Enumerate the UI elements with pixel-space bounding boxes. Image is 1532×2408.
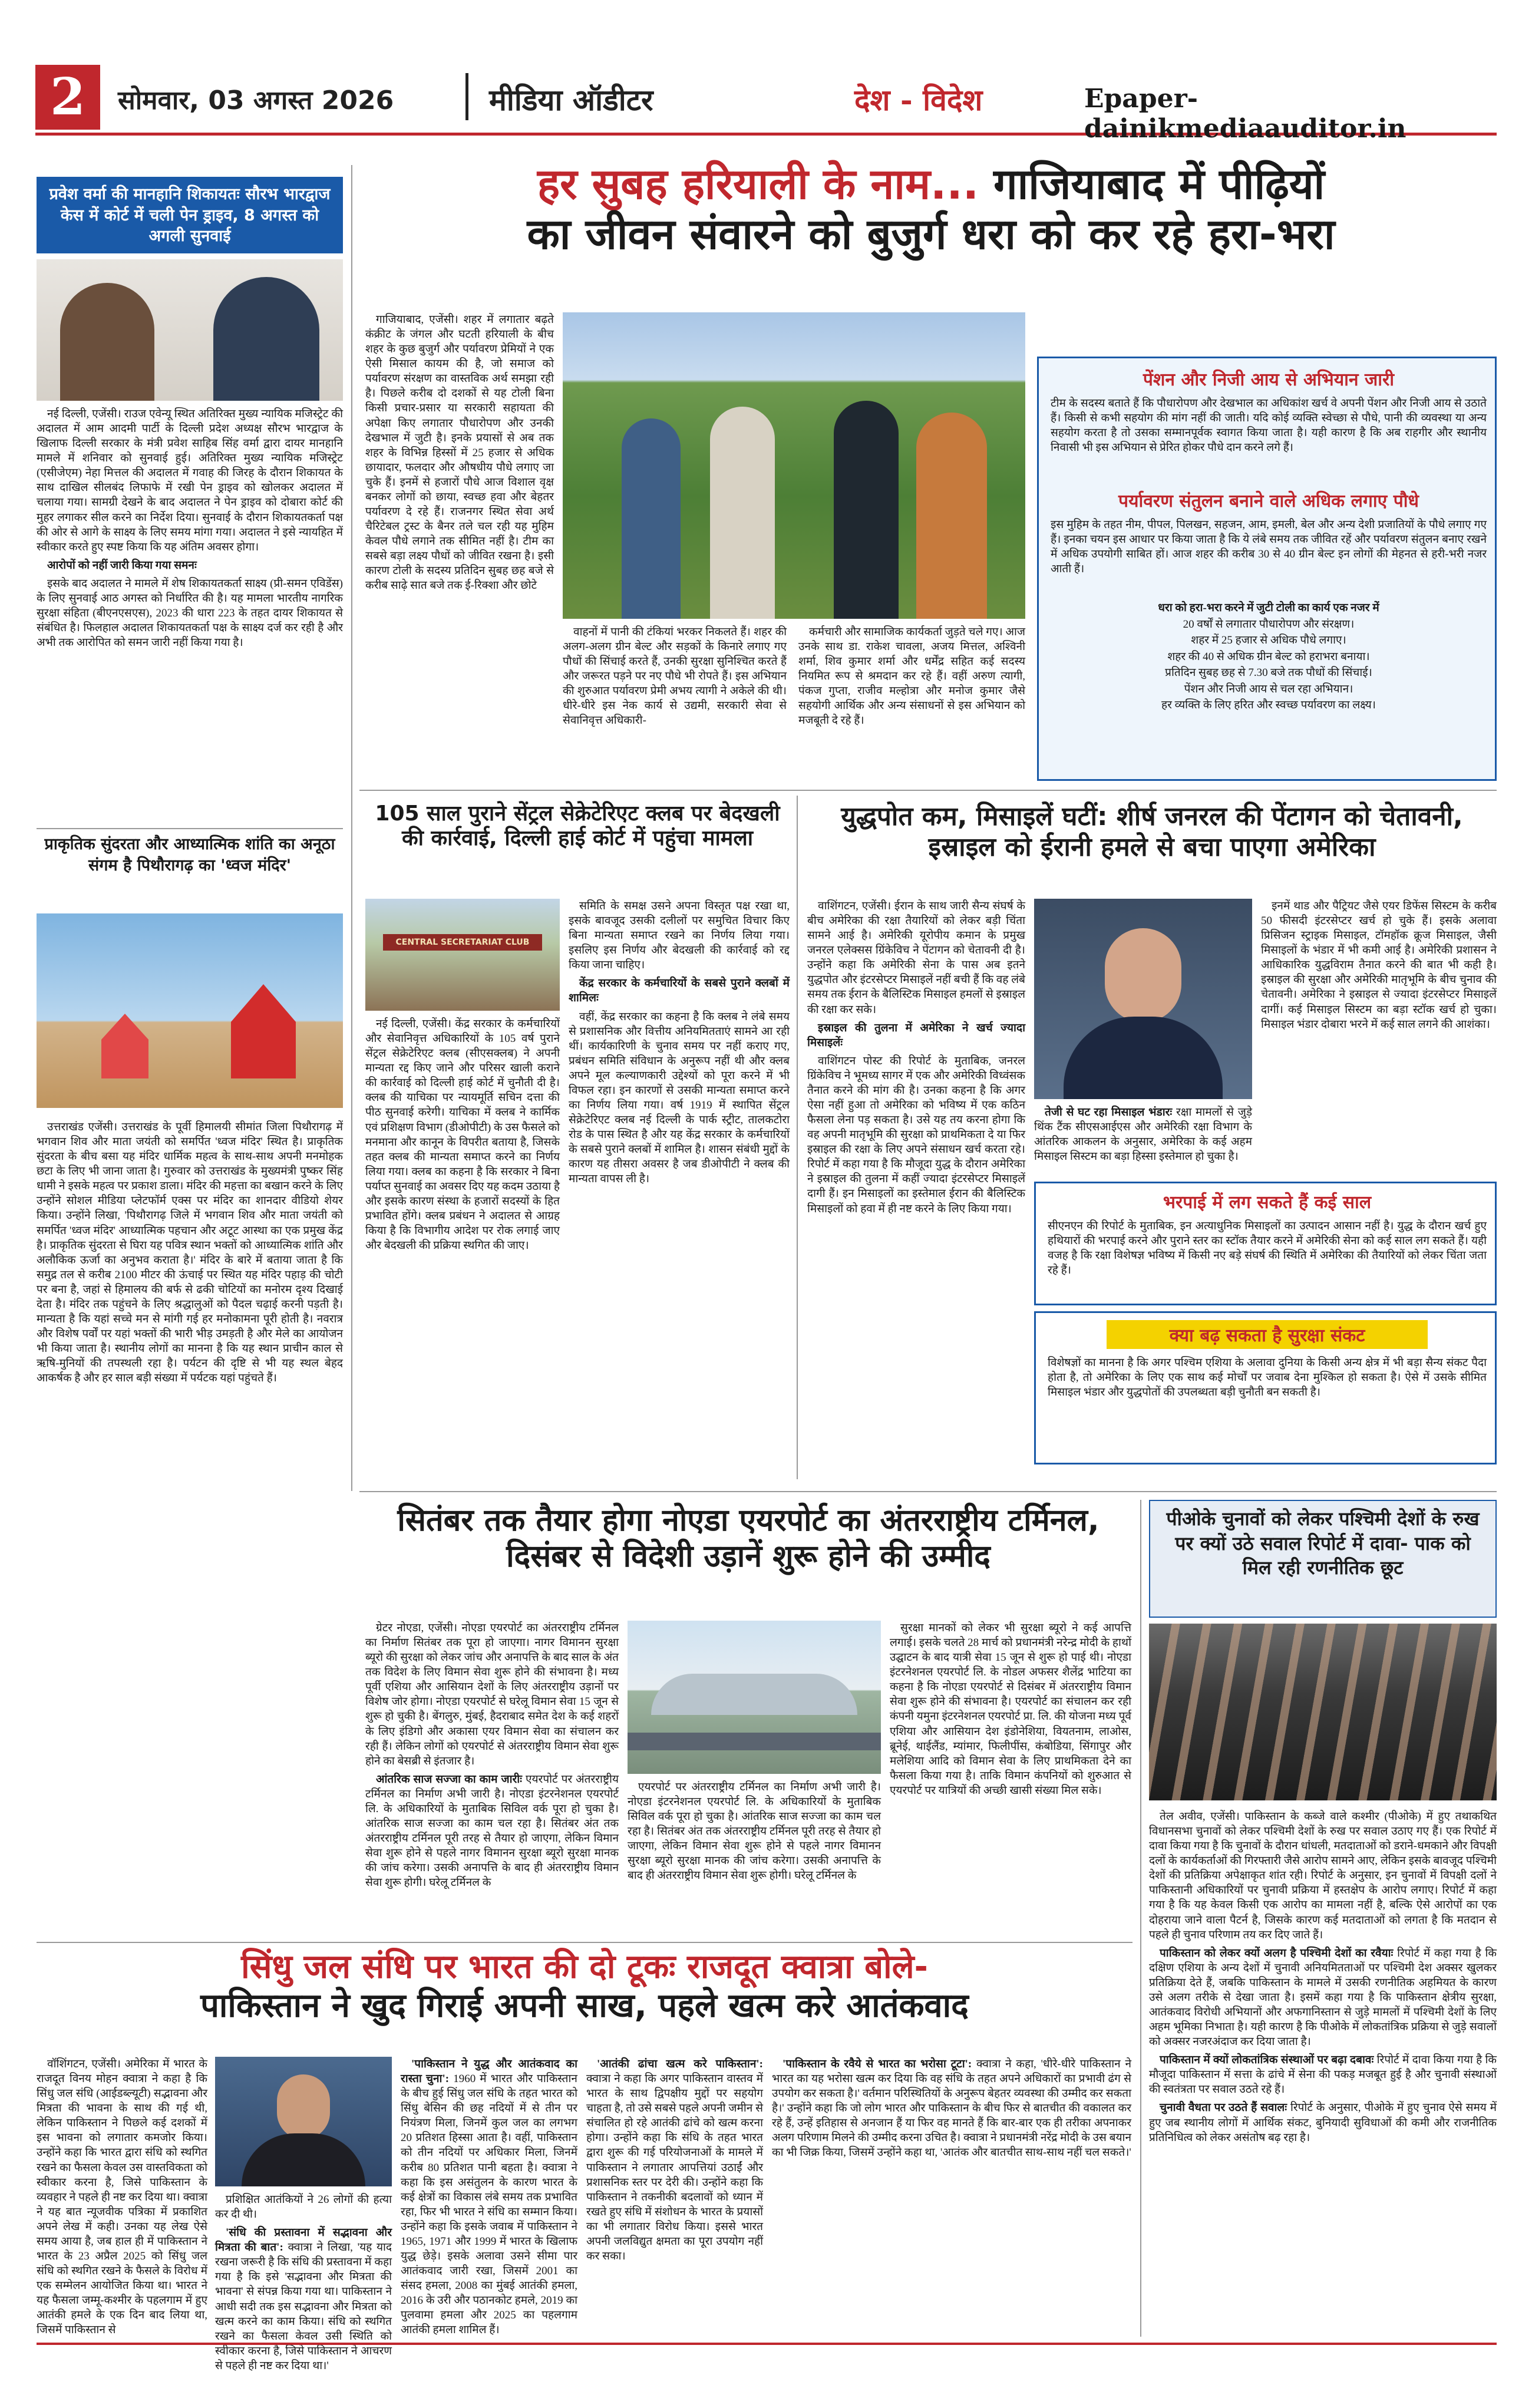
sidebar-title-2: पर्यावरण संतुलन बनाने वाले अधिक लगाए पौधे xyxy=(1118,491,1419,512)
column-divider-left xyxy=(351,165,352,1491)
indus-column-3 xyxy=(401,2057,577,2337)
newspaper-name: मीडिया ऑडीटर xyxy=(489,83,653,117)
indus-subhead-3: 'आतंकी ढांचा खत्म करे पाकिस्तान': xyxy=(597,2058,763,2070)
indus-headline xyxy=(37,1948,1133,2026)
sidebar-text-2: इस मुहिम के तहत नीम, पीपल, पिलखन, सहजन, आम, इमली, बेल और अन्य देशी प्रजातियों के पौधे लगाए गए हैं। इनका चयन इस आधार पर किया जाता है कि ये लंबे समय तक जीवित रहें और पर्यावरण संतुलन बनाए रखने में अधिक उपयोगी साबित हों। आज शहर की करीब 30 से 40 ग्रीन बेल्ट इन लोगों की मेहनत से हरी-भरी नजर आती हैं। xyxy=(1051,519,1487,576)
highlight-item: शहर की 40 से अधिक ग्रीन बेल्ट को हराभरा बनाया। xyxy=(1167,650,1370,663)
raised-hands xyxy=(1149,1624,1497,1800)
page-bottom-rule xyxy=(37,2343,1497,2345)
pok-paragraph-4: रिपोर्ट के अनुसार, पीओके में हुए चुनाव ऐसे समय में हुए जब स्थानीय लोगों में आर्थिक संकट, बुनियादी सुविधाओं की कमी और राजनीतिक प्रतिनिधित्व को लेकर असंतोष बढ़ रहा है। xyxy=(1149,2102,1497,2144)
indus-paragraph-5: क्वात्रा ने कहा, 'धीरे-धीरे पाकिस्तान ने भारत का यह भरोसा खत्म कर दिया कि वह संधि के तहत अपने अधिकारों का प्रभावी ढंग से उपयोग कर सकता है।' वर्तमान परिस्थितियों के अनुरूप बेहतर व्यवस्था की उम्मीद कर सकता है।' उन्होंने कहा कि जो लोग भारत और पाकिस्तान के बीच फिर से बातचीत की वकालत कर रहे हैं, उन्हें इतिहास से अनजान हैं या फिर वह मानते हैं कि बार-बार एक ही तरीका अपनाकर अलग परिणाम मिलने की उम्मीद करना उचित है। क्वात्रा ने प्रधानमंत्री नरेंद्र मोदी के उस बयान का भी जिक्र किया, जिसमें उन्होंने कहा था, 'आतंक और बातचीत साथ-साथ नहीं चल सकते।' xyxy=(772,2058,1132,2159)
airport-photo xyxy=(628,1621,881,1774)
general-photo xyxy=(1034,899,1252,1099)
temple-structure xyxy=(231,984,296,1078)
indus-headline-red: सिंधु जल संधि पर भारत की दो टूकः राजदूत क्वात्रा बोले- xyxy=(241,1948,928,1986)
pentagon-box-1 xyxy=(1034,1182,1497,1305)
lead-col3-paragraph: कर्मचारी और सामाजिक कार्यकर्ता जुड़ते चले गए। आज उनके साथ डा. राकेश चावला, अजय मित्तल, अश्विनी शर्मा, शिव कुमार शर्मा और धर्मेंद्र सहित कई सदस्य नियमित रूप से श्रमदान कर रहे हैं। वहीं अरुण त्यागी, पंकज गुप्ता, राजीव मल्होत्रा और मनोज कुमार जैसे सहयोगी आर्थिक और अन्य संसाधनों से इस अभियान को मजबूती दे रहे हैं। xyxy=(798,626,1025,727)
lead-headline-part1: गाजियाबाद में पीढ़ियों xyxy=(993,159,1325,209)
person-3 xyxy=(834,401,899,619)
left-top-paragraph-2: इसके बाद अदालत ने मामले में शेष शिकायतकर्ता साक्ष्य (प्री-समन एविडेंस) के लिए सुनवाई आठ अगस्त को निर्धारित की है। यह मामला भारतीय नागरिक सुरक्षा संहिता (बीएनएसएस), 2023 की धारा 223 के तहत दायर शिकायत से संबंधित है। फिलहाल अदालत शिकायतकर्ता पक्ष के साक्ष्य दर्ज कर रही है और अभी तक आरोपित को समन जारी नहीं किया गया है। xyxy=(37,577,343,649)
pentagon-column-3 xyxy=(1261,899,1497,1182)
club-photo xyxy=(365,899,560,1011)
pok-paragraph: तेल अवीव, एजेंसी। पाकिस्तान के कब्जे वाले कश्मीर (पीओके) में हुए तथाकथित विधानसभा चुनावों को लेकर पश्चिमी देशों के रुख पर सवाल उठाए गए हैं। एक रिपोर्ट में दावा किया गया है कि चुनावों के दौरान धांधली, मतदाताओं को डराने-धमकाने और विपक्षी दलों के कार्यकर्ताओं की गिरफ्तारी जैसे आरोप सामने आए, लेकिन इसके बावजूद पश्चिमी देशों की प्रतिक्रिया अपेक्षाकृत शांत रही। रिपोर्ट के अनुसार, इन चुनावों में विपक्षी दलों ने पाकिस्तानी अधिकारियों पर चुनावी प्रक्रिया में हस्तक्षेप के आरोप लगाए। रिपोर्ट में कहा गया है कि यह केवल किसी एक आरोप का मामला नहीं है, बल्कि ऐसे आरोपों का एक दोहराया जाने वाला पैटर्न है, जिसके कारण कई मतदाताओं को लगता है कि मतदान से पहले ही चुनाव परिणाम तय कर दिए जाते हैं। xyxy=(1149,1810,1497,1941)
left-top-body xyxy=(37,407,343,819)
masthead xyxy=(35,65,1497,144)
column-divider-right xyxy=(1140,1500,1141,2337)
left-top-photo xyxy=(37,259,343,401)
left-top-headline: प्रवेश वर्मा की मानहानि शिकायतः सौरभ भारद्वाज केस में कोर्ट में चली पेन ड्राइव, 8 अगस्त को अगली सुनवाई xyxy=(49,185,331,246)
club-sign: CENTRAL SECRETARIAT CLUB xyxy=(383,934,542,951)
middle-bottom-rule xyxy=(359,1491,1497,1492)
lead-column-3 xyxy=(798,625,1025,784)
highlight-item: शहर में 25 हजार से अधिक पौधे लगाए। xyxy=(1191,634,1346,647)
pentagon-column-1 xyxy=(807,899,1025,1464)
indus-subhead: 'संधि की प्रस्तावना में सद्भावना और मित्रता की बात': xyxy=(215,2226,392,2254)
pentagon-box2-text: विशेषज्ञों का मानना है कि अगर पश्चिम एशिया के अलावा दुनिया के किसी अन्य क्षेत्र में भी बड़ा सैन्य संकट पैदा होता है, तो अमेरिका के लिए एक साथ कई मोर्चों पर जवाब देना मुश्किल हो सकता है। ऐसे में उसके सीमित मिसाइल भंडार और युद्धपोतों की उपलब्धता बड़ी चुनौती बन सकती है। xyxy=(1048,1357,1487,1399)
club-paragraph-3: वहीं, केंद्र सरकार का कहना है कि क्लब ने लंबे समय से प्रशासनिक और वित्तीय अनियमितताएं सामने आ रही थीं। कार्यकारिणी के चुनाव समय पर नहीं कराए गए, प्रबंधन समिति संविधान के अनुरूप नहीं थी और क्लब अपने मूल कल्याणकारी उद्देश्यों को पूरा करने में भी विफल रहा। इन कारणों से उसकी मान्यता समाप्त करने का निर्णय लिया गया। वर्ष 1919 में स्थापित सेंट्रल सेक्रेटेरिएट क्लब नई दिल्ली के पार्क स्ट्रीट, तालकटोरा रोड के पास स्थित है और यह केंद्र सरकार के कर्मचारियों के सबसे पुराने क्लबों में शामिल है। शासन संबंधी मुद्दों के कारण यह तीसरा अवसर है जब डीओपीटी ने क्लब की मान्यता वापस ली है। xyxy=(569,1010,790,1186)
person-2 xyxy=(710,407,775,619)
pentagon-box-2 xyxy=(1034,1311,1497,1464)
noida-paragraph-2: एयरपोर्ट पर अंतरराष्ट्रीय टर्मिनल का निर्माण अभी जारी है। नोएडा इंटरनेशनल एयरपोर्ट लि. के अधिकारियों के मुताबिक सिविल वर्क पूरा हो चुका है। आंतरिक साज सज्जा का काम चल रहा है। सितंबर अंत तक अंतरराष्ट्रीय टर्मिनल पूरी तरह से तैयार हो जाएगा, लेकिन विमान सेवा शुरू होने से पहले नागर विमानन सुरक्षा ब्यूरो सुरक्षा मानक की जांच करेगा। उसकी अनापत्ति के बाद ही अंतरराष्ट्रीय विमान सेवा शुरू होगी। घरेलू टर्मिनल के xyxy=(628,1781,881,1882)
noida-paragraph-3: सुरक्षा मानकों को लेकर भी सुरक्षा ब्यूरो ने कई आपत्ति लगाई। इसके चलते 28 मार्च को प्रधानमंत्री नरेन्द्र मोदी के हाथों उद्घाटन के बाद यात्री सेवा 15 जून से शुरू हो पाई थी। नोएडा इंटरनेशनल एयरपोर्ट लि. के नोडल अफसर शैलेंद्र भाटिया का कहना है कि नोएडा एयरपोर्ट से दिसंबर में अंतरराष्ट्रीय विमान सेवा शुरू होने की संभावना है। एयरपोर्ट का संचालन कर रही कंपनी यमुना इंटरनेशनल एयरपोर्ट प्रा. लि. की योजना मध्य पूर्व एशिया और आसियान देश इंडोनेशिया, वियतनाम, लाओस, ब्रूनेई, थाईलैंड, म्यांमार, फिलीपींस, कंबोडिया, सिंगापुर और मलेशिया आदि को विमान सेवा के लिए प्राथमिकता देने का फैसला किया गया है। ताकि विमान कंपनियों को शुरुआत से एयरपोर्ट पर यात्रियों की अच्छी खासी संख्या मिल सके। xyxy=(890,1622,1131,1797)
person-portrait-1 xyxy=(60,283,154,401)
kwatra-suit xyxy=(242,2133,365,2186)
bottom-story-rule xyxy=(37,1942,1133,1943)
pentagon-paragraph-2: वाशिंगटन पोस्ट की रिपोर्ट के मुताबिक, जनरल ग्रिंकेविच ने भूमध्य सागर में एक और अमेरिकी विध्वंसक तैनात करने की मांग की है। उनका कहना है कि अगर ऐसा नहीं हुआ तो अमेरिका को भविष्य में एक कठिन फैसला लेना पड़ सकता है। उसे यह तय करना होगा कि वह अपनी मातृभूमि की सुरक्षा को प्राथमिकता दे या फिर इस्राइल की रक्षा के लिए अपने संसाधन खर्च करता रहे। रिपोर्ट में कहा गया है कि मौजूदा युद्ध के दौरान अमेरिका ने इस्राइल की तुलना में कहीं ज्यादा इंटरसेप्टर मिसाइलें दागी हैं। इन मिसाइलों का इस्तेमाल ईरान की बैलिस्टिक मिसाइलों को हवा में ही नष्ट करने के लिए किया गया। xyxy=(807,1054,1025,1215)
lead-column-2 xyxy=(563,625,787,784)
general-caption-text: रक्षा मामलों से जुड़े थिंक टैंक सीएसआईएस और अमेरिकी रक्षा विभाग के आंतरिक आकलन के अनुसार, अमेरिका के कई अहम मिसाइल सिस्टम का बड़ा हिस्सा इस्तेमाल हो चुका है। xyxy=(1034,1106,1253,1163)
general-head xyxy=(1105,928,1181,1022)
pentagon-box1-title: भरपाई में लग सकते हैं कई साल xyxy=(1163,1192,1372,1213)
terminal-road xyxy=(628,1733,881,1750)
indus-subhead-4: 'पाकिस्तान के रवैये से भारत का भरोसा टूटा': xyxy=(782,2058,972,2070)
general-caption-head: तेजी से घट रहा मिसाइल भंडारः xyxy=(1045,1106,1173,1119)
general-uniform xyxy=(1064,1017,1223,1099)
indus-column-5 xyxy=(772,2057,1131,2334)
lead-column-1 xyxy=(365,312,554,784)
column-divider-middle xyxy=(797,796,798,1479)
temple-photo xyxy=(37,913,343,1108)
person-portrait-2 xyxy=(213,277,319,401)
club-column-2 xyxy=(569,899,790,1488)
pok-paragraph-3: रिपोर्ट में दावा किया गया है कि मौजूदा पाकिस्तान में सत्ता के ढांचे में सेना की पकड़ मजबूत हुई है और चुनावी संस्थाओं की स्वतंत्रता पर सवाल उठते रहे हैं। xyxy=(1149,2054,1497,2096)
left-divider xyxy=(37,828,343,829)
sidebar-highlights xyxy=(1051,600,1487,714)
indus-paragraph-2: क्वात्रा ने लिखा, 'यह याद रखना जरूरी है कि संधि की प्रस्तावना में कहा गया है कि इसे 'सद्भावना और मित्रता की भावना' से संपन्न किया गया था। पाकिस्तान ने आधी सदी तक इस सद्भावना और मित्रता को खत्म करने का काम किया। संधि को स्थगित रखने का फैसला केवल उसी स्थिति को स्वीकार करना है, जिसे पाकिस्तान ने आचरण से पहले ही नष्ट कर दिया था।' xyxy=(215,2241,392,2372)
pok-headline-box xyxy=(1149,1500,1497,1618)
left-bottom-body xyxy=(37,1120,343,1485)
lead-photo xyxy=(563,312,1025,619)
indus-column-2 xyxy=(215,2192,392,2372)
pentagon-box2-title: क्या बढ़ सकता है सुरक्षा संकट xyxy=(1107,1320,1428,1349)
masthead-divider xyxy=(465,73,468,120)
person-1 xyxy=(622,418,681,619)
kwatra-photo xyxy=(215,2057,392,2186)
lead-headline-red: हर सुबह हरियाली के नाम... xyxy=(537,159,994,209)
club-paragraph-2: समिति के समक्ष उसने अपना विस्तृत पक्ष रखा था, इसके बावजूद उसकी दलीलों पर समुचित विचार किए बिना मान्यता समाप्त रखने का निर्णय लिया गया। इसलिए इस निर्णय और बेदखली की कार्रवाई को रद्द किया जाना चाहिए। xyxy=(569,900,790,972)
left-top-subhead: आरोपों को नहीं जारी किया गया समनः xyxy=(47,559,197,572)
lead-col2-paragraph: वाहनों में पानी की टंकियां भरकर निकलते हैं। शहर की अलग-अलग ग्रीन बेल्ट और सड़कों के किनारे लगाए गए पौधों की सिंचाई करते हैं, उनकी सुरक्षा सुनिश्चित करते हैं और जरूरत पड़ने पर नए पौधे भी रोपते हैं। इस अभियान की शुरुआत पर्यावरण प्रेमी अभय त्यागी ने अकेले की थी। धीरे-धीरे इस नेक कार्य से उद्यमी, सरकारी सेवा से सेवानिवृत्त अधिकारी- xyxy=(563,626,787,727)
pok-subhead: पाकिस्तान को लेकर क्यों अलग है पश्चिमी देशों का रवैयाः xyxy=(1160,1947,1394,1960)
indus-paragraph: वॉशिंगटन, एजेंसी। अमेरिका में भारत के राजदूत विनय मोहन क्वात्रा ने कहा है कि सिंधु जल संधि (आईडब्ल्यूटी) सद्भावना और मित्रता की भावना के साथ की गई थी, लेकिन पाकिस्तान ने पिछले कई दशकों में इस भावना को लगातार कमजोर किया। उन्होंने कहा कि भारत द्वारा संधि को स्थगित रखने का फैसला केवल उस वास्तविकता को स्वीकार करना है, जिसे पाकिस्तान के व्यवहार ने पहले ही नष्ट कर दिया था। क्वात्रा ने यह बात न्यूजवीक पत्रिका में प्रकाशित अपने लेख में कही। उनका यह लेख ऐसे समय आया है, जब हाल ही में पाकिस्तान ने भारत के 23 अप्रैल 2025 को सिंधु जल संधि को स्थगित रखने के फैसले के विरोध में एक सम्मेलन आयोजित किया था। भारत ने यह फैसला जम्मू-कश्मीर के पहलगाम में हुए आतंकी हमले के एक दिन बाद लिया था, जिसमें पाकिस्तान से xyxy=(37,2058,207,2337)
indus-photo-caption: प्रशिक्षित आतंकियों ने 26 लोगों की हत्या कर दी थी। xyxy=(215,2193,392,2221)
noida-subhead: आंतरिक साज सज्जा का काम जारीः xyxy=(376,1773,523,1786)
lead-bottom-rule xyxy=(359,790,1497,791)
epaper-url: Epaper-dainikmediaauditor.in xyxy=(1084,84,1406,144)
club-headline: 105 साल पुराने सेंट्रल सेक्रेटेरिएट क्लब पर बेदखली की कार्रवाई, दिल्ली हाई कोर्ट में पहुंचा मामला xyxy=(375,801,780,851)
highlight-item: 20 वर्षों से लगातार पौधारोपण और संरक्षण। xyxy=(1183,618,1355,631)
protest-photo xyxy=(1149,1624,1497,1800)
left-bottom-headline: प्राकृतिक सुंदरता और आध्यात्मिक शांति का अनूठा संगम है पिथौरागढ़ का 'ध्वज मंदिर' xyxy=(44,835,335,875)
issue-date: सोमवार, 03 अगस्त 2026 xyxy=(118,85,394,116)
indus-paragraph-3: 1960 में भारत और पाकिस्तान के बीच हुई सिंधु जल संधि के तहत भारत को सिंधु बेसिन की छह नदियों में से तीन पर नियंत्रण मिला, जिनमें कुल जल का लगभग 20 प्रतिशत हिस्सा आता है। वहीं, पाकिस्तान को तीन नदियों पर अधिकार मिला, जिनमें करीब 80 प्रतिशत पानी बहता है। क्वात्रा ने कहा कि इस असंतुलन के कारण भारत के कई क्षेत्रों का विकास लंबे समय तक प्रभावित रहा, फिर भी भारत ने संधि का सम्मान किया। उन्होंने कहा कि इसके जवाब में पाकिस्तान ने 1965, 1971 और 1999 में भारत के खिलाफ युद्ध छेड़े। इसके अलावा उसने सीमा पार आतंकवाद जारी रखा, जिसमें 2001 का संसद हमला, 2008 का मुंबई आतंकी हमला, 2016 के उरी और पठानकोट हमले, 2019 का पुलवामा हमला और 2025 का पहलगाम आतंकी हमला शामिल हैं। xyxy=(401,2073,577,2337)
noida-paragraph: ग्रेटर नोएडा, एजेंसी। नोएडा एयरपोर्ट का अंतरराष्ट्रीय टर्मिनल का निर्माण सितंबर तक पूरा हो जाएगा। नागर विमानन सुरक्षा ब्यूरो की सुरक्षा को लेकर जांच और अनापत्ति के बाद साल के अंत तक विदेश के लिए विमान सेवा शुरू होने की संभावना है। मध्य पूर्वी एशिया और आसियान देशों के लिए अंतरराष्ट्रीय उड़ानों पर विशेष जोर होगा। नोएडा एयरपोर्ट से घरेलू विमान सेवा 15 जून से शुरू हो चुकी है। बेंगलुरु, मुंबई, हैदराबाद समेत देश के कई शहरों के लिए इंडिगो और अकासा एयर विमान सेवा का संचालन कर रही हैं। लेकिन लोगों को एयरपोर्ट से अंतरराष्ट्रीय विमान सेवा शुरू होने का बेसब्री से इंतजार है। xyxy=(365,1622,619,1767)
pentagon-headline: युद्धपोत कम, मिसाइलें घटीं: शीर्ष जनरल की पेंटागन को चेतावनी, इस्राइल को ईरानी हमले से बचा पाएगा अमेरिका xyxy=(841,801,1463,862)
indus-paragraph-4: क्वात्रा ने कहा कि अगर पाकिस्तान वास्तव में भारत के साथ द्विपक्षीय मुद्दों पर सहयोग चाहता है, तो उसे सबसे पहले अपनी जमीन से संचालित हो रहे आतंकी ढांचे को खत्म करना होगा। उन्होंने कहा कि संधि के तहत भारत द्वारा शुरू की गई परियोजनाओं के मामले में पाकिस्तान ने लगातार आपत्तियां उठाईं और प्रशासनिक स्तर पर देरी की। उन्होंने कहा कि पाकिस्तान ने तकनीकी बदलावों को ध्यान में रखते हुए संधि में संशोधन के भारत के प्रयासों का भी लगातार विरोध किया। इससे भारत अपनी जलविद्युत क्षमता का पूरा उपयोग नहीं कर सका। xyxy=(586,2073,763,2263)
indus-subhead-2: 'पाकिस्तान ने युद्ध और आतंकवाद का रास्ता चुना': xyxy=(401,2058,577,2086)
club-subhead: केंद्र सरकार के कर्मचारियों के सबसे पुराने क्लबों में शामिलः xyxy=(569,977,790,1005)
highlight-item: हर व्यक्ति के लिए हरित और स्वच्छ पर्यावरण का लक्ष्य। xyxy=(1161,699,1376,712)
page-number: 2 xyxy=(35,65,100,130)
pok-headline: पीओके चुनावों को लेकर पश्चिमी देशों के रुख पर क्यों उठे सवाल रिपोर्ट में दावा- पाक को मिल रही रणनीतिक छूट xyxy=(1166,1508,1480,1579)
lead-headline-part2: का जीवन संवारने को बुजुर्ग धरा को कर रहे हरा-भरा xyxy=(527,209,1335,259)
lead-sidebar-box xyxy=(1037,357,1497,781)
pok-body xyxy=(1149,1809,1497,2340)
highlight-item: धरा को हरा-भरा करने में जुटी टोली का कार्य एक नजर में xyxy=(1158,602,1379,614)
left-top-headline-box xyxy=(37,177,343,253)
pok-paragraph-2: रिपोर्ट में कहा गया है कि दक्षिण एशिया के अन्य देशों में चुनावी अनियमितताओं पर पश्चिमी देश अक्सर खुलकर प्रतिक्रिया देते हैं, जबकि पाकिस्तान के मामले में उसकी रणनीतिक अहमियत के कारण उसे अलग तरीके से देखा जाता है। इसमें कहा गया है कि पाकिस्तान क्षेत्रीय सुरक्षा, आतंकवाद विरोधी अभियानों और अफगानिस्तान से जुड़े मामलों में पश्चिमी देशों के लिए अहम भूमिका निभाता है। यही कारण है कि पीओके में लोकतांत्रिक प्रक्रिया से जुड़े सवालों को अक्सर नजरअंदाज कर दिया जाता है। xyxy=(1149,1947,1497,2049)
club-column-1 xyxy=(365,1017,560,1488)
sidebar-text-1: टीम के सदस्य बताते हैं कि पौधारोपण और देखभाल का अधिकांश खर्च वे अपनी पेंशन और निजी आय से उठाते हैं। किसी से कभी सहयोग की मांग नहीं की जाती। यदि कोई व्यक्ति स्वेच्छा से पौधे, पानी की व्यवस्था या अन्य सहयोग करता है तो उसका सम्मानपूर्वक स्वागत किया जाता है। यही कारण है कि अब राहगीर और स्थानीय निवासी भी इस अभियान से प्रेरित होकर पौधे दान करने लगे हैं। xyxy=(1051,397,1487,454)
highlight-item: पेंशन और निजी आय से चल रहा अभियान। xyxy=(1184,682,1353,695)
indus-column-1 xyxy=(37,2057,207,2337)
pok-subhead-3: चुनावी वैधता पर उठते हैं सवालः xyxy=(1160,2102,1287,2115)
section-name: देश - विदेश xyxy=(854,83,983,117)
lead-col1-paragraph: गाजियाबाद, एजेंसी। शहर में लगातार बढ़ते कंक्रीट के जंगल और घटती हरियाली के बीच शहर के कुछ बुजुर्ग और पर्यावरण प्रेमियों ने एक ऐसी मिसाल कायम की है, जो समाज को पर्यावरण संरक्षण का वास्तविक अर्थ समझा रही है। पिछले करीब दो दशकों से यह टोली बिना किसी प्रचार-प्रसार या सरकारी सहायता की अपेक्षा किए लगातार पौधारोपण और उनकी देखभाल में जुटी है। इनके प्रयासों से अब तक शहर के विभिन्न हिस्सों में 25 हजार से अधिक छायादार, फलदार और औषधीय पौधे लगाए जा चुके हैं। इनमें से हजारों पौधे आज विशाल वृक्ष बनकर लोगों को छाया, स्वच्छ हवा और बेहतर पर्यावरण दे रहे हैं। राजनगर स्थित सेवा अर्थ चैरिटेबल ट्रस्ट के बैनर तले चल रही यह मुहिम केवल पौधे लगाने तक सीमित नहीं है। टीम का सबसे बड़ा लक्ष्य पौधों को जीवित रखना है। इसी कारण टोली के सदस्य प्रतिदिन सुबह छह बजे से करीब साढ़े सात बजे तक ई-रिक्शा और छोटे xyxy=(365,314,554,592)
pentagon-subhead: इस्राइल की तुलना में अमेरिका ने खर्च ज्यादा मिसाइलेंः xyxy=(807,1021,1025,1049)
indus-headline-dark: पाकिस्तान ने खुद गिराई अपनी साख, पहले खत्म करे आतंकवाद xyxy=(200,1987,969,2026)
pentagon-paragraph: वाशिंगटन, एजेंसी। ईरान के साथ जारी सैन्य संघर्ष के बीच अमेरिका की रक्षा तैयारियों को लेकर बड़ी चिंता सामने आई है। अमेरिकी यूरोपीय कमान के प्रमुख जनरल एलेक्सस ग्रिंकेविच ने पेंटागन को चेतावनी दी है। उन्होंने कहा कि अमेरिकी सेना के पास अब इतने युद्धपोत और इंटरसेप्टर मिसाइलें नहीं बची हैं कि वह लंबे समय तक ईरान के बैलिस्टिक मिसाइल हमलों से इस्राइल की रक्षा कर सके। xyxy=(807,900,1025,1016)
lead-headline xyxy=(365,159,1497,259)
pentagon-box1-text: सीएनएन की रिपोर्ट के मुताबिक, इन अत्याधुनिक मिसाइलों का उत्पादन आसान नहीं है। युद्ध के दौरान खर्च हुए हथियारों की भरपाई करने और पुराने स्तर का स्टॉक तैयार करने में अमेरिकी सेना को कई साल लग सकते हैं। यही वजह है कि रक्षा विशेषज्ञ भविष्य में किसी नए बड़े संघर्ष की स्थिति में अमेरिका की तैयारियों को लेकर चिंता जता रहे हैं। xyxy=(1048,1220,1487,1277)
left-bottom-paragraph: उत्तराखंड एजेंसी। उत्तराखंड के पूर्वी हिमालयी सीमांत जिला पिथौरागढ़ में भगवान शिव और माता जयंती को समर्पित 'ध्वज मंदिर' स्थित है। प्राकृतिक सुंदरता के बीच बसा यह मंदिर धार्मिक महत्व के साथ-साथ अपनी मनमोहक छटा के लिए भी जाना जाता है। गुरुवार को उत्तराखंड के मुख्यमंत्री पुष्कर सिंह धामी ने इसके महत्व पर प्रकाश डाला। मंदिर की महत्ता का बखान करने के लिए उन्होंने सोशल मीडिया प्लेटफॉर्म एक्स पर मंदिर का शानदार वीडियो शेयर किया। उन्होंने लिखा, 'पिथौरागढ़ जिले में भगवान शिव और माता जयंती को समर्पित 'ध्वज मंदिर' आध्यात्मिक पहचान और अटूट आस्था का एक प्रमुख केंद्र है। प्राकृतिक सुंदरता से घिरा यह पवित्र स्थान भक्तों को आध्यात्मिक शांति और अलौकिक ऊर्जा का अनुभव कराता है।' मंदिर के बारे में बताया जाता है कि समुद्र तल से करीब 2100 मीटर की ऊंचाई पर स्थित यह मंदिर पहाड़ की चोटी पर बना है, जहां से हिमालय की बर्फ से ढकी चोटियों का मनोरम दृश्य दिखाई देता है। मंदिर तक पहुंचने के लिए श्रद्धालुओं को पैदल चढ़ाई करनी पड़ती है। मान्यता है कि यहां सच्चे मन से मांगी गई हर मनोकामना पूरी होती है। नवरात्र और विशेष पर्वों पर यहां भक्तों की भारी भीड़ उमड़ती है और मेले का आयोजन भी किया जाता है। स्थानीय लोगों का मानना है कि यह स्थान प्राचीन काल से ऋषि-मुनियों की तपस्थली रहा है। पर्यटन की दृष्टि से भी यह स्थल बेहद आकर्षक है और हर साल बड़ी संख्या में पर्यटक यहां पहुंचते हैं। xyxy=(37,1121,343,1385)
kwatra-head xyxy=(277,2074,330,2139)
person-4 xyxy=(916,413,987,619)
temple-structure-2 xyxy=(101,1014,148,1078)
noida-column-2 xyxy=(628,1780,881,1933)
club-paragraph: नई दिल्ली, एजेंसी। केंद्र सरकार के कर्मचारियों और सेवानिवृत्त अधिकारियों के 105 वर्ष पुराने सेंट्रल सेक्रेटेरिएट क्लब (सीएसक्लब) ने अपनी मान्यता रद्द किए जाने और परिसर खाली कराने की कार्रवाई को दिल्ली हाई कोर्ट में चुनौती दी है। क्लब की याचिका पर न्यायमूर्ति सचिन दत्ता की पीठ सुनवाई करेगी। याचिका में क्लब ने कार्मिक एवं प्रशिक्षण विभाग (डीओपीटी) के उस फैसले को मनमाना और कानून के विपरीत बताया है, जिसके तहत क्लब की मान्यता समाप्त करने का निर्णय लिया गया। क्लब का कहना है कि सरकार ने बिना पर्याप्त सुनवाई का अवसर दिए यह कदम उठाया है और इसके कारण संस्था के हजारों सदस्यों के हित प्रभावित होंगे। क्लब प्रबंधन ने अदालत से आग्रह किया है कि विभागीय आदेश पर रोक लगाई जाए और बेदखली की प्रक्रिया स्थगित की जाए। xyxy=(365,1018,560,1252)
pok-subhead-2: पाकिस्तान में क्यों लोकतांत्रिक संस्थाओं पर बढ़ा दबावः xyxy=(1160,2054,1374,2067)
noida-column-3 xyxy=(890,1621,1131,1933)
highlight-item: प्रतिदिन सुबह छह से 7.30 बजे तक पौधों की सिंचाई। xyxy=(1165,667,1372,679)
sidebar-title-1: पेंशन और निजी आय से अभियान जारी xyxy=(1143,370,1395,390)
left-top-paragraph: नई दिल्ली, एजेंसी। राउज एवेन्यू स्थित अतिरिक्त मुख्य न्यायिक मजिस्ट्रेट की अदालत में आम आदमी पार्टी के दिल्ली प्रदेश अध्यक्ष सौरभ भारद्वाज के खिलाफ दिल्ली सरकार के मंत्री प्रवेश साहिब सिंह वर्मा द्वारा दायर मानहानि मामले में शनिवार को सुनवाई हुई। अतिरिक्त मुख्य न्यायिक मजिस्ट्रेट (एसीजेएम) नेहा मित्तल की अदालत में गवाह की जिरह के दौरान शिकायत के साथ दाखिल सीलबंद लिफाफे में रखी पेन ड्राइव को खोलकर अदालत में चलाया गया। सामग्री देखने के बाद अदालत ने पेन ड्राइव को दोबारा कोर्ट की मुहर लगाकर सील करने का निर्देश दिया। सुनवाई के दौरान शिकायतकर्ता पक्ष की ओर से आगे के साक्ष्य के लिए समय मांगा गया। अदालत ने इसे न्यायहित में स्वीकार करते हुए स्पष्ट किया कि यह अंतिम अवसर होगा। xyxy=(37,408,343,553)
noida-column-1 xyxy=(365,1621,619,1933)
noida-paragraph-2-start: एयरपोर्ट पर अंतरराष्ट्रीय टर्मिनल का निर्माण अभी जारी है। नोएडा इंटरनेशनल एयरपोर्ट लि. के अधिकारियों के मुताबिक सिविल वर्क पूरा हो चुका है। आंतरिक साज सज्जा का काम चल रहा है। सितंबर अंत तक अंतरराष्ट्रीय टर्मिनल पूरी तरह से तैयार हो जाएगा, लेकिन विमान सेवा शुरू होने से पहले नागर विमानन सुरक्षा ब्यूरो सुरक्षा मानक की जांच करेगा। उसकी अनापत्ति के बाद ही अंतरराष्ट्रीय विमान सेवा शुरू होगी। घरेलू टर्मिनल के xyxy=(365,1773,619,1889)
noida-headline: सितंबर तक तैयार होगा नोएडा एयरपोर्ट का अंतरराष्ट्रीय टर्मिनल, दिसंबर से विदेशी उड़ानें शुरू होने की उम्मीद xyxy=(397,1503,1100,1575)
terminal-roof xyxy=(651,1674,857,1715)
pentagon-paragraph-3: इनमें थाड और पैट्रियट जैसे एयर डिफेंस सिस्टम के करीब 50 फीसदी इंटरसेप्टर खर्च हो चुके हैं। इसके अलावा प्रिसिजन स्ट्राइक मिसाइल, टॉमहॉक क्रूज मिसाइल, जैसी मिसाइलों के भंडार में भी कमी आई है। अमेरिकी प्रशासन ने आधिकारिक युद्धविराम तैनात करने की बात भी कही है। इस्राइल की सुरक्षा और अमेरिकी मातृभूमि के बीच चुनाव की चेतावनी। अमेरिका ने इस्राइल से ज्यादा इंटरसेप्टर मिसाइलें दागीं। कई मिसाइल सिस्टम का बड़ा स्टॉक खर्च हो चुका। मिसाइल भंडार दोबारा भरने में कई साल लगने की आशंका। xyxy=(1261,900,1497,1031)
indus-column-4 xyxy=(586,2057,763,2334)
